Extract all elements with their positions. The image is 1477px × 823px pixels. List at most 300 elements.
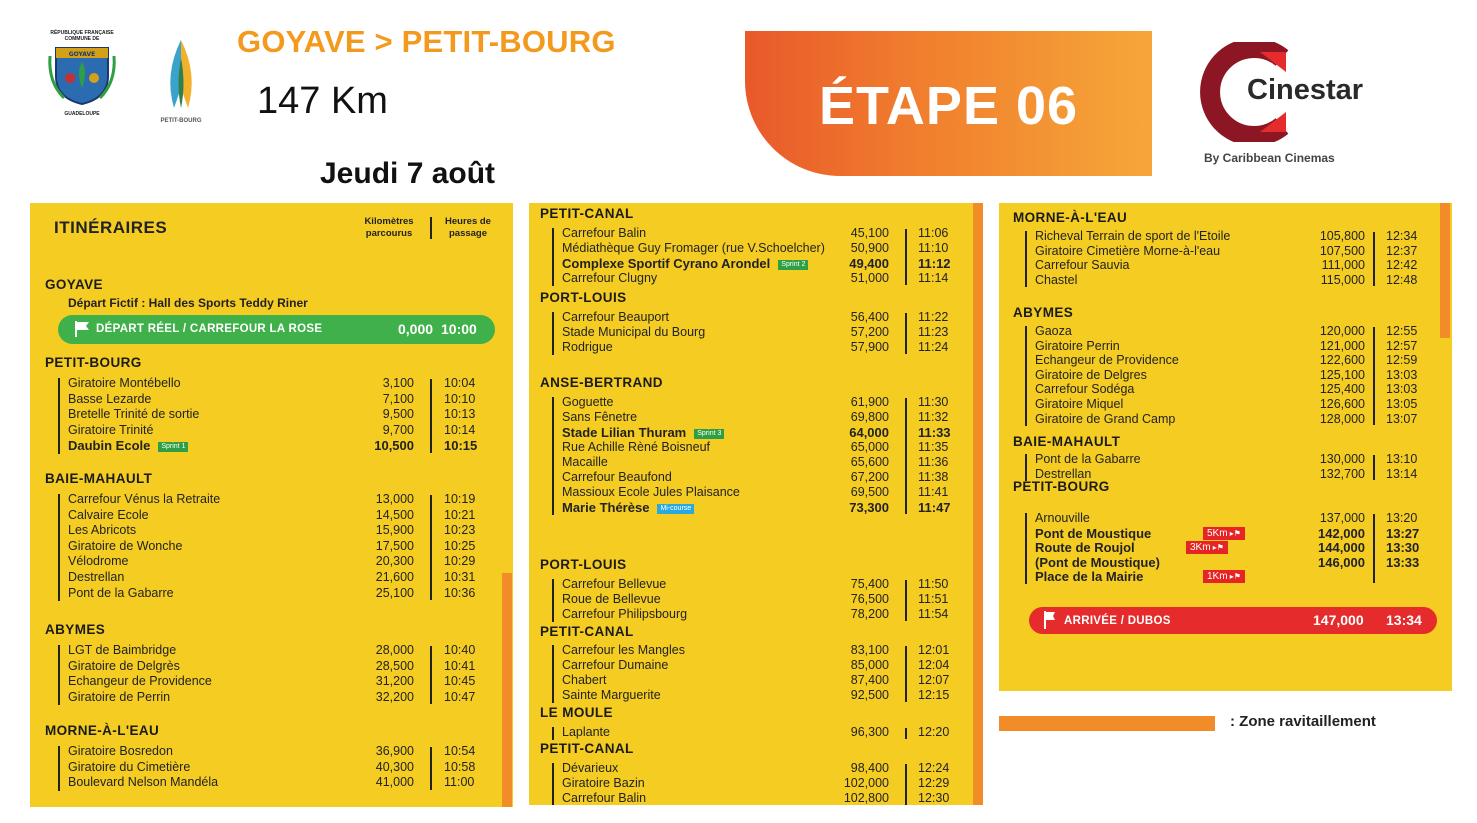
waypoint-km: 36,900 [375,744,414,758]
waypoint-time: 10:36 [444,585,476,600]
petit-bourg-logo-text: PETIT-BOURG [160,118,202,124]
waypoint-time: 11:36 [918,455,949,469]
section-morne-a-l-eau: MORNE-À-L'EAU [45,723,160,738]
finish-arrow-icon: ▸⚑ [1227,528,1241,538]
itinerary-row [68,659,494,674]
waypoint-time: 10:19 [444,492,476,506]
goyave-coat-of-arms-logo [46,30,118,128]
section-rule [58,746,60,791]
waypoint-km: 122,600 [1319,353,1365,368]
waypoint-label: Giratoire du Cimetière [68,759,191,774]
itinerary-row [562,271,968,286]
waypoint-time: 11:00 [444,775,475,790]
km-to-finish-label: 1Km [1207,571,1228,583]
km-to-finish-badge [1203,527,1245,540]
start-banner [58,315,495,344]
waypoint-time: 12:29 [918,776,950,790]
waypoint-name [1035,382,1134,397]
waypoint-label: Marie Thérèse [562,500,650,515]
start-flag-icon [74,320,90,338]
waypoint-time: 12:37 [1386,243,1418,258]
waypoint-km: 96,300 [850,725,889,739]
waypoint-label: Roue de Bellevue [562,592,661,606]
waypoint-name [68,407,199,422]
waypoint-label: Echangeur de Providence [1035,353,1179,368]
waypoint-name [562,791,646,805]
waypoint-time: 13:10 [1386,452,1418,466]
refuel-zone-legend-text: : Zone ravitaillement [1230,713,1376,730]
waypoint-label: Giratoire de Wonche [68,538,183,553]
section-rule [1025,454,1027,481]
waypoint-time: 11:38 [918,470,949,484]
stage-route-title: GOYAVE > PETIT-BOURG [237,24,616,59]
waypoint-time: 12:55 [1386,324,1418,338]
waypoint-label: Carrefour Clugny [562,271,658,285]
waypoint-label: Boulevard Nelson Mandéla [68,775,219,790]
waypoint-name [1035,273,1077,288]
waypoint-name [1035,324,1072,339]
waypoint-name [68,438,188,453]
waypoint-label: Carrefour Beaufond [562,470,672,484]
waypoint-label: Pont de Moustique [1035,525,1152,541]
refuel-zone-strip [973,203,983,805]
waypoint-km: 73,300 [849,500,889,515]
waypoint-label: Carrefour Bellevue [562,577,667,591]
itinerary-row [562,470,968,485]
waypoint-km: 115,000 [1320,272,1365,287]
column-header-time: Heures de passage [445,216,491,239]
waypoint-label: Giratoire de Perrin [68,689,171,704]
sprint-badge: Sprint 2 [778,260,808,270]
waypoint-time: 11:33 [918,425,951,440]
waypoint-km: 40,300 [375,759,414,774]
waypoint-time: 10:21 [444,507,476,522]
waypoint-name [562,455,608,470]
waypoint-time: 11:30 [918,395,949,409]
waypoint-km: 83,100 [850,643,889,657]
waypoint-label: Giratoire Cimetière Morne-à-l'eau [1035,243,1221,258]
waypoint-label: Macaille [562,455,608,469]
waypoint-name [68,690,170,705]
waypoint-label: Rodrigue [562,340,613,354]
itinerary-row [68,674,494,689]
itinerary-panel-2 [529,203,983,805]
start-km: 0,000 [398,321,434,337]
waypoint-km: 45,100 [850,226,889,240]
waypoint-km: 61,900 [850,395,889,409]
waypoint-time: 12:07 [918,673,950,687]
waypoint-km: 64,000 [849,425,889,440]
itinerary-panel-3 [999,203,1452,691]
itinerary-row [562,410,968,425]
itinerary-row [562,340,968,355]
itinerary-row [68,643,494,658]
waypoint-label: Pont de la Gabarre [68,585,174,600]
itinerary-row [562,440,968,455]
waypoint-time: 12:42 [1386,258,1418,273]
waypoint-name [562,592,661,607]
itinerary-row [68,690,494,705]
waypoint-km: 142,000 [1318,525,1365,541]
itinerary-row [562,455,968,470]
itinerary-row [68,554,494,569]
waypoint-label: Giratoire Perrin [1035,338,1120,353]
waypoint-label: Carrefour Vénus la Retraite [68,492,221,506]
waypoint-name [68,523,136,538]
waypoint-label: Complexe Sportif Cyrano Arondel [562,256,771,271]
waypoint-time: 11:06 [918,226,949,240]
itinerary-row [1035,511,1436,526]
section-petit-canal: PETIT-CANAL [540,206,634,221]
waypoint-km: 7,100 [382,391,414,406]
waypoint-label: Sainte Marguerite [562,688,661,702]
waypoint-name [562,410,637,425]
waypoint-label: Dévarieux [562,761,619,775]
waypoint-time: 13:30 [1386,540,1420,556]
itinerary-row [1035,353,1436,368]
coat-of-arms-icon [46,42,118,106]
waypoint-km: 41,000 [375,775,414,790]
itinerary-row [562,256,968,271]
section-rule [1025,231,1027,287]
waypoint-time: 13:05 [1386,397,1418,411]
section-baie-mahault: BAIE-MAHAULT [1013,434,1121,449]
waypoint-name [68,554,128,569]
waypoint-time: 12:30 [918,791,950,805]
itinerary-row [562,658,968,673]
waypoint-time: 12:59 [1386,353,1418,368]
itinerary-row [68,586,494,601]
waypoint-name [562,658,668,673]
itinerary-row [562,776,968,791]
itinerary-row [1035,555,1436,570]
section-morne-a-l-eau: MORNE-À-L'EAU [1013,210,1128,225]
waypoint-label: Carrefour Dumaine [562,658,669,672]
waypoint-time: 12:20 [918,725,950,739]
waypoint-label: Giratoire de Delgrès [68,658,180,673]
waypoint-name [68,423,153,438]
waypoint-label: LGT de Baimbridge [68,643,177,657]
waypoint-name [1035,244,1220,259]
waypoint-name [68,659,180,674]
waypoint-time: 10:10 [444,391,476,406]
waypoint-time: 11:32 [918,410,949,424]
section-rule [552,312,554,355]
waypoint-km: 111,000 [1321,258,1365,273]
waypoint-name [1035,555,1160,570]
waypoint-name [1035,368,1147,383]
itinerary-row [1035,324,1436,339]
start-time: 10:00 [441,321,477,337]
itinerary-row [562,500,968,515]
waypoint-km: 85,000 [850,658,889,672]
waypoint-label: Giratoire Bosredon [68,744,173,758]
itinerary-row [68,570,494,585]
waypoint-name [1035,511,1090,526]
waypoint-name [562,577,666,592]
waypoint-time: 10:04 [444,376,476,390]
waypoint-km: 144,000 [1318,540,1365,556]
waypoint-label: Carrefour Philipsbourg [562,607,688,621]
itinerary-row [68,407,494,422]
waypoint-name [1035,258,1130,273]
itinerary-row [1035,526,1436,541]
refuel-zone-legend-swatch [999,716,1215,731]
waypoint-label: Arnouville [1035,511,1090,525]
waypoint-label: Richeval Terrain de sport de l'Etoile [1035,229,1231,243]
waypoint-label: Destrellan [1035,466,1092,481]
waypoint-time: 12:15 [918,688,950,702]
itinerary-row [1035,229,1436,244]
waypoint-time: 12:01 [918,643,950,657]
waypoint-km: 75,400 [850,577,889,591]
waypoint-km: 9,500 [382,407,414,422]
waypoint-km: 28,500 [375,658,414,673]
waypoint-time: 11:14 [918,271,949,285]
itinerary-row [562,673,968,688]
waypoint-time: 13:03 [1386,382,1418,397]
itinerary-title: ITINÉRAIRES [54,218,168,237]
finish-arrow-icon: ▸⚑ [1227,572,1241,582]
itinerary-row [562,592,968,607]
itinerary-row [562,791,968,805]
itinerary-row [68,744,494,759]
waypoint-label: Giratoire de Delgres [1035,367,1147,382]
waypoint-label: Sans Fênetre [562,410,638,424]
waypoint-km: 28,000 [375,643,414,657]
waypoint-label: Goguette [562,395,614,409]
waypoint-time: 11:22 [918,310,949,324]
itinerary-row [1035,397,1436,412]
itinerary-row [562,325,968,340]
waypoint-name [1035,540,1135,555]
waypoint-label: Pont de la Gabarre [1035,452,1141,466]
itinerary-row [562,761,968,776]
waypoint-km: 69,500 [850,485,889,499]
itinerary-row [1035,382,1436,397]
waypoint-label: Calvaire Ecole [68,507,149,522]
finish-arrow-icon: ▸⚑ [1210,543,1224,553]
petit-bourg-leaf-icon [152,38,210,112]
waypoint-name [562,643,685,658]
waypoint-time: 13:33 [1386,554,1420,570]
petit-bourg-logo [152,38,210,124]
waypoint-km: 125,400 [1319,382,1365,397]
waypoint-name [1035,229,1230,244]
waypoint-time: 12:57 [1386,338,1418,353]
itinerary-panel-1 [30,203,513,807]
finish-label: ARRIVÉE / DUBOS [1064,615,1171,627]
waypoint-label: Carrefour Sodéga [1035,382,1135,397]
waypoint-km: 13,000 [375,492,414,506]
waypoint-name [68,508,149,523]
itinerary-row [562,725,968,740]
waypoint-name [68,392,151,407]
waypoint-km: 102,800 [843,791,889,805]
section-rule [552,727,554,740]
waypoint-label: Carrefour Sauvia [1035,258,1130,273]
section-rule [552,397,554,515]
itinerary-row [562,425,968,440]
waypoint-km: 121,000 [1319,338,1365,353]
sprint-badge: Sprint 3 [694,429,724,439]
waypoint-name [562,256,808,271]
waypoint-name [562,470,672,485]
itinerary-row [562,643,968,658]
waypoint-time: 13:14 [1386,466,1418,481]
itinerary-row [68,539,494,554]
waypoint-name [562,325,705,340]
waypoint-km: 67,200 [850,470,889,484]
column-header-km: Kilomètres parcourus [364,216,414,239]
waypoint-time: 11:47 [918,500,951,515]
waypoint-label: Daubin Ecole [68,438,151,454]
waypoint-name [68,674,212,689]
waypoint-name [68,643,176,658]
itinerary-row [1035,569,1436,584]
waypoint-label: Chastel [1035,272,1078,287]
waypoint-name [562,688,661,703]
waypoint-name [68,492,220,507]
section-port-louis: PORT-LOUIS [540,557,627,572]
itinerary-row [1035,368,1436,383]
waypoint-time: 10:41 [444,658,476,673]
itinerary-row [68,775,494,790]
waypoint-label: Stade Municipal du Bourg [562,325,706,339]
waypoint-label: Massioux Ecole Jules Plaisance [562,485,740,499]
itinerary-row [68,523,494,538]
waypoint-name [1035,412,1175,427]
waypoint-km: 57,200 [850,325,889,339]
waypoint-name [68,376,181,391]
waypoint-time: 10:15 [444,438,478,454]
waypoint-name [68,570,124,585]
section-anse-bertrand: ANSE-BERTRAND [540,375,663,390]
sponsor-name: Cinestar [1247,74,1364,106]
section-rule [58,378,60,454]
waypoint-label: Vélodrome [68,554,129,569]
waypoint-label: Echangeur de Providence [68,674,212,689]
waypoint-km: 32,200 [375,689,414,704]
waypoint-name [1035,339,1120,354]
waypoint-time: 10:31 [444,570,476,584]
itinerary-row [562,688,968,703]
waypoint-name [562,607,687,622]
waypoint-km: 9,700 [382,422,414,437]
waypoint-time: 11:51 [918,592,949,606]
waypoint-km: 146,000 [1318,554,1365,570]
waypoint-name [68,586,174,601]
section-rule [1025,513,1027,584]
waypoint-km: 10,500 [374,438,414,454]
waypoint-km: 15,900 [375,523,414,538]
stage-distance: 147 Km [257,80,388,122]
waypoint-label: Chabert [562,673,607,687]
waypoint-label: Carrefour Balin [562,226,647,240]
waypoint-label: Carrefour les Mangles [562,643,685,657]
waypoint-km: 125,100 [1319,367,1365,382]
waypoint-time: 11:12 [918,256,951,271]
waypoint-time: 10:23 [444,523,476,538]
waypoint-time: 11:24 [918,340,949,354]
waypoint-name [1035,569,1143,584]
itinerary-row [562,310,968,325]
waypoint-name [562,310,669,325]
waypoint-name [562,485,740,500]
svg-text:GOYAVE: GOYAVE [68,51,96,58]
section-petit-canal: PETIT-CANAL [540,741,634,756]
waypoint-label: Giratoire Montébello [68,376,181,390]
itinerary-row [68,492,494,507]
waypoint-time: 10:13 [444,407,476,422]
waypoint-label: Giratoire Trinité [68,422,154,437]
waypoint-km: 25,100 [375,585,414,600]
itinerary-row [562,485,968,500]
section-abymes: ABYMES [45,622,106,637]
waypoint-label: Carrefour Balin [562,791,647,805]
section-port-louis: PORT-LOUIS [540,290,627,305]
waypoint-label: Bretelle Trinité de sortie [68,407,200,422]
waypoint-label: Route de Roujol [1035,540,1135,556]
section-rule [1025,326,1027,426]
logo-text-guadeloupe: GUADELOUPE [64,111,100,117]
start-label: DÉPART RÉEL / CARREFOUR LA ROSE [96,323,323,335]
logo-text-republique: RÉPUBLIQUE FRANÇAISE [50,30,114,36]
waypoint-label: Basse Lezarde [68,391,152,406]
waypoint-time: 10:25 [444,538,476,553]
section-goyave: GOYAVE [45,277,103,292]
waypoint-km: 50,900 [850,241,889,255]
itinerary-row [1035,258,1436,273]
waypoint-label: Giratoire Miquel [1035,397,1124,411]
waypoint-label: Stade Lilian Thuram [562,425,687,440]
waypoint-name [562,226,646,241]
itinerary-row [1035,412,1436,427]
section-petit-bourg: PETIT-BOURG [1013,479,1110,494]
waypoint-name [1035,452,1141,467]
section-le-moule: LE MOULE [540,705,613,720]
waypoint-name [562,395,613,410]
section-rule [552,579,554,622]
waypoint-km: 87,400 [850,673,889,687]
waypoint-label: Place de la Mairie [1035,569,1144,585]
section-rule [58,494,60,601]
finish-banner [1029,607,1437,634]
itinerary-row [562,226,968,241]
waypoint-label: (Pont de Moustique) [1035,554,1160,570]
waypoint-name [562,271,657,286]
waypoint-label: Giratoire Bazin [562,776,645,790]
waypoint-name [68,775,218,790]
itinerary-row [1035,244,1436,259]
waypoint-km: 137,000 [1319,511,1365,525]
waypoint-name [68,744,173,759]
waypoint-km: 20,300 [375,554,414,569]
waypoint-name [562,776,645,791]
waypoint-km: 65,000 [850,440,889,454]
waypoint-time: 10:29 [444,554,476,569]
waypoint-km: 78,200 [850,607,889,621]
waypoint-name [68,760,190,775]
waypoint-km: 102,000 [843,776,889,790]
itinerary-row [68,392,494,407]
cinestar-sponsor-logo [1200,42,1390,172]
waypoint-name [1035,526,1151,541]
refuel-zone-strip [502,573,512,807]
refuel-zone-strip [1440,203,1450,338]
waypoint-km: 107,500 [1319,243,1365,258]
sponsor-tagline: By Caribbean Cinemas [1204,151,1335,165]
